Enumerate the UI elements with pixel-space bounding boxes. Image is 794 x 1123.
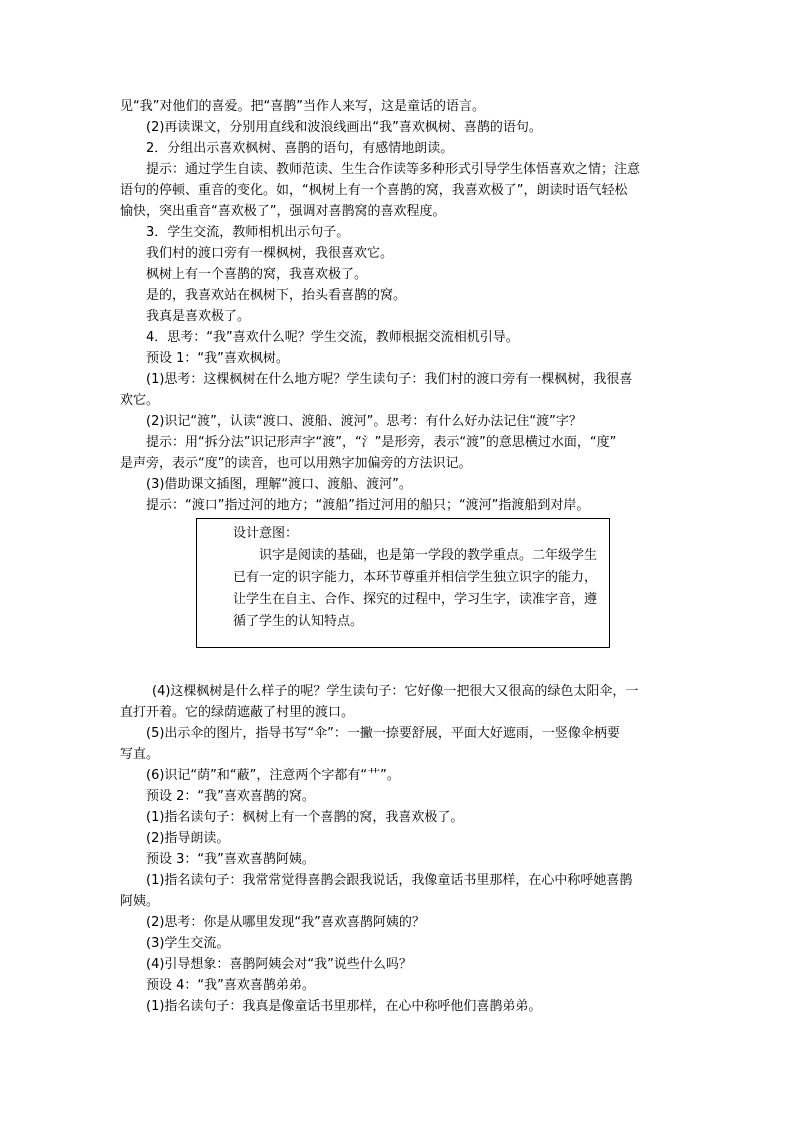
text-line: 直打开着。它的绿荫遮蔽了村里的渡口。	[120, 705, 355, 720]
design-intent-line: 循了学生的认知特点。	[233, 614, 364, 629]
text-line: 愉快，突出重音“喜欢极了”，强调对喜鹊窝的喜欢程度。	[120, 204, 446, 219]
design-intent-title: 设计意图：	[233, 526, 299, 541]
text-line: 预设 2：“我”喜欢喜鹊的窝。	[146, 789, 315, 804]
text-line: 预设 4：“我”喜欢喜鹊弟弟。	[146, 978, 315, 993]
text-line: 预设 1：“我”喜欢枫树。	[146, 351, 289, 366]
text-line: 预设 3：“我”喜欢喜鹊阿姨。	[146, 852, 315, 867]
text-line: 2．分组出示喜欢枫树、喜鹊的语句，有感情地朗读。	[146, 141, 454, 156]
text-line: (1)指名读句子：枫树上有一个喜鹊的窝，我喜欢极了。	[146, 810, 464, 825]
text-line: (1)指名读句子：我真是像童话书里那样，在心中称呼他们喜鹊弟弟。	[146, 999, 542, 1014]
design-intent-line: 已有一定的识字能力，本环节尊重并相信学生独立识字的能力，	[233, 570, 598, 585]
text-line: 阿姨。	[120, 894, 160, 909]
text-line: 语句的停顿、重音的变化。如，“枫树上有一个喜鹊的窝，我喜欢极了”，朗读时语气轻松	[120, 183, 628, 198]
text-line: (4)这棵枫树是什么样子的呢？学生读句子：它好像一把很大又很高的绿色太阳伞，一	[152, 684, 639, 699]
design-intent-line: 让学生在自主、合作、探究的过程中，学习生字，读准字音，遵	[233, 592, 598, 607]
text-line: 提示：“渡口”指过河的地方；“渡船”指过河用的船只；“渡河”指渡船到对岸。	[146, 498, 590, 513]
text-line: (6)识记“荫”和“蔽”，注意两个字都有“艹”。	[146, 768, 400, 783]
text-line: 是的，我喜欢站在枫树下，抬头看喜鹊的窝。	[146, 288, 407, 303]
text-line: (2)再读课文，分别用直线和波浪线画出“我”喜欢枫树、喜鹊的语句。	[146, 120, 542, 135]
text-line: 我真是喜欢极了。	[146, 309, 251, 324]
text-line: 欢它。	[120, 393, 160, 408]
text-line: 提示：通过学生自读、教师范读、生生合作读等多种形式引导学生体悟喜欢之情；注意	[146, 162, 641, 177]
text-line: (3)借助课文插图，理解“渡口、渡船、渡河”。	[146, 477, 412, 492]
design-intent-line: 识字是阅读的基础，也是第一学段的教学重点。二年级学生	[259, 548, 598, 563]
text-line: (3)学生交流。	[146, 936, 230, 951]
text-line: (2)指导朗读。	[146, 831, 230, 846]
text-line: 4．思考：“我”喜欢什么呢？学生交流，教师根据交流相机引导。	[146, 330, 519, 345]
text-line: 提示：用“拆分法”识记形声字“渡”，“氵”是形旁，表示“渡”的意思横过水面，“度”	[146, 435, 617, 450]
text-line: 我们村的渡口旁有一棵枫树，我很喜欢它。	[146, 246, 394, 261]
text-line: 是声旁，表示“度”的读音，也可以用熟字加偏旁的方法识记。	[120, 456, 472, 471]
design-intent-box	[196, 518, 610, 648]
text-line: (1)思考：这棵枫树在什么地方呢？学生读句子：我们村的渡口旁有一棵枫树，我很喜	[146, 372, 633, 387]
text-line: (4)引导想象：喜鹊阿姨会对“我”说些什么吗？	[146, 957, 412, 972]
text-line: (2)思考：你是从哪里发现“我”喜欢喜鹊阿姨的？	[146, 915, 425, 930]
text-line: 写直。	[120, 747, 160, 762]
text-line: 见“我”对他们的喜爱。把“喜鹊”当作人来写，这是童话的语言。	[120, 99, 485, 114]
text-line: (1)指名读句子：我常常觉得喜鹊会跟我说话，我像童话书里那样，在心中称呼她喜鹊	[146, 873, 633, 888]
text-line: (5)出示伞的图片，指导书写“伞”：一撇一捺要舒展，平面大好遮雨，一竖像伞柄要	[146, 726, 620, 741]
text-line: 枫树上有一个喜鹊的窝，我喜欢极了。	[146, 267, 368, 282]
text-line: 3．学生交流，教师相机出示句子。	[146, 225, 350, 240]
text-line: (2)识记“渡”，认读“渡口、渡船、渡河”。思考：有什么好办法记住“渡”字？	[146, 414, 582, 429]
